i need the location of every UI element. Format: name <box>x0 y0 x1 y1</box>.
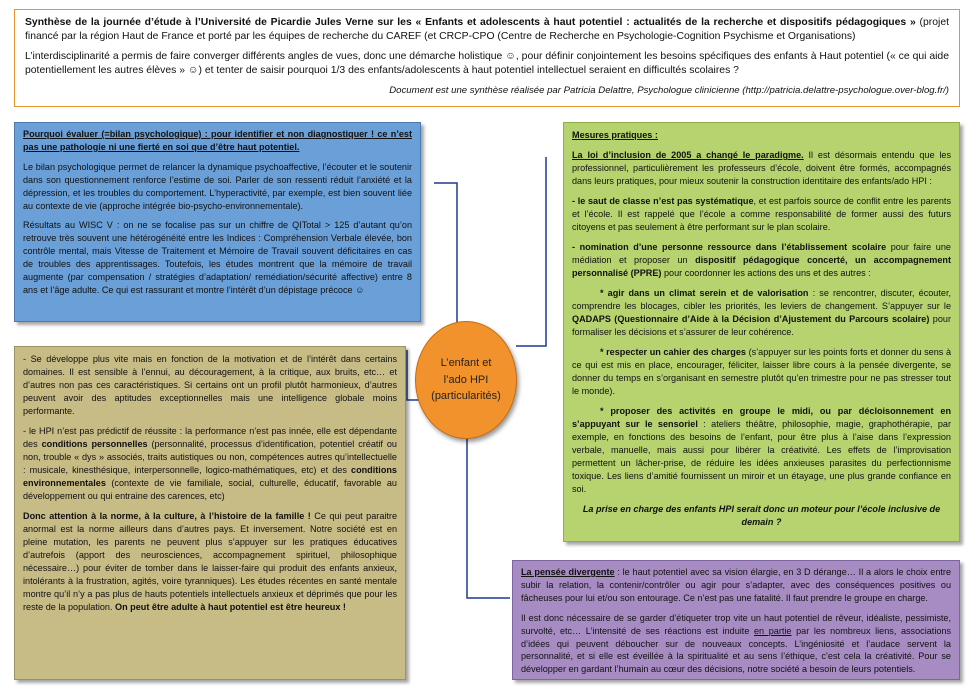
divergent-thinking-box <box>512 560 960 680</box>
header-title: Synthèse de la journée d’étude à l’Université de Picardie Jules Verne sur les « Enfants et adolescents à haut potentiel : actualités de la recherche et dispositifs pédagogiques » (projet financé par la région Haut de France et porté par les équipes de recherche du CAREF (et CRCP-CPO (Centre de Recherche en Psychologie-Cognition Psychisme et Organisations) <box>25 17 950 42</box>
header-signature: Document est une synthèse réalisée par Patricia Delattre, Psychologue clinicienne (http://patricia.delattre-psychologue.over-blog.fr/) <box>389 84 949 96</box>
evaluation-paragraph-2: Résultats au WISC V : on ne se focalise pas sur un chiffre de QITotal > 125 d’autant qu’on retrouve très souvent une hétérogénéité entre les Indices : Compréhension Verbale élevée, bon contrôle mental, mais Vitesse de Traitement et Mémoire de Travail souvent déficitaires en cas de troubles des apprentissages. Toutefois, les études montrent que la mémoire de travail augmente (par compensation / stratégies d’adaptation/ remédiation/sécurité affective) entre 8 ans et l’âge adulte. Ce qui est rassurant et montre l’intérêt d’un dépistage précoce ☺ <box>23 220 412 295</box>
measures-activites: * proposer des activités en groupe le midi, ou par décloisonnement en s’appuyant sur le sensoriel : ateliers théâtre, philosophie, magie, graphothérapie, par exemple, en fonctions des besoins de l’enfant, pour être plus à l’aise dans l’expression verbale, manuelle, mais aussi pour libérer la créativité. Les effets de l’improvisation permettent un lâcher-prise, de réduire les idées anxieuses parasites du perfectionnisme toxique. Les liens d’amitié fournissent un miroir et un étayage, une plus grande confiance en soi. <box>572 406 951 494</box>
center-line-2: l’ado HPI <box>443 373 489 386</box>
measures-box <box>563 122 960 542</box>
measures-agir: * agir dans un climat serein et de valorisation : se rencontrer, discuter, écouter, comprendre les blocages, cibler les priorités, les leviers de changement. S’appuyer sur le QADAPS (Questionnaire d’Aide à la Décision d’Ajustement du Parcours scolaire) pour formaliser les décisions et s’assurer de leur cohérence. <box>572 288 951 337</box>
development-box <box>14 346 406 680</box>
connector-purple <box>467 433 510 598</box>
header-intro: L’interdisciplinarité a permis de faire converger différents angles de vues, donc une démarche holistique ☺, pour définir conjointement les besoins spécifiques des enfants à Haut potentiel (« ce qui aide potentiellement les autres élèves » ☺) et tenter de saisir pourquoi 1/3 des enfants/adolescents à haut potentiel intellectuel seraient en difficultés scolaires ? <box>25 51 949 77</box>
measures-saut: - le saut de classe n’est pas systématique, et est parfois source de conflit entre les parents et l’école. Il est rappelé que l’école a comme responsabilité de former aussi des futurs citoyens et pas seulement à être performant sur le plan scolaire. <box>572 196 952 232</box>
center-line-3: (particularités) <box>431 390 501 403</box>
divergent-paragraph-2: Il est donc nécessaire de se garder d’étiqueter trop vite un haut potentiel de rêveur, idéaliste, pessimiste, survolté, etc… L’intensité de ses réactions est induite en partie par les nombreux liens, associations d’idées qui peuvent déboucher sur de nouveaux concepts. L’ingéniosité et l’audace servent la personnalité, et si elle est éveillée à la spiritualité et au sens l’éthique, c’est cela la créativité. Pour se développer en gardant l’humain au cœur des décisions, notre société a besoin de leurs potentiels. <box>521 612 951 675</box>
development-paragraph-2: - le HPI n’est pas prédictif de réussite : la performance n’est pas innée, elle est dépendante des conditions personnelles (personnalité, processus d’identification, potentiel créatif ou non, trouble « dys » associés, traits autistiques ou non, compétences autres qu’intellectuelle : musicale, kinesthésique, interpersonnelle, logico-mathématiques, etc) et des conditions environnementales (contexte de vie familiale, social, culturelle, éducatif, favorable au développement ou qui entraine des carences, etc) <box>23 426 397 501</box>
evaluation-heading: Pourquoi évaluer (=bilan psychologique) : pour identifier et non diagnostiquer ! ce n’est pas une pathologie ni une fierté en soi que d’être haut potentiel. <box>23 129 412 152</box>
measures-cahier: * respecter un cahier des charges (s’appuyer sur les points forts et donner du sens à ce qui est mis en place, encourager, féliciter, laisser libre cours à la pensée divergente, se donner du temps en s’organisant en semestre plutôt qu’en trimestre pour ne pas stresser tout le monde). <box>572 347 952 396</box>
evaluation-paragraph-1: Le bilan psychologique permet de relancer la dynamique psychoaffective, l’écouter et le soutenir dans son questionnement renforce l’estime de soi. Parler de son ressenti réduit l’anxiété et la dépression, et les troubles du comportement. L’hyperactivité, par exemple, est bien souvent liée au contexte de vie (approche intégrée bio-psycho-environnementale). <box>23 161 412 211</box>
development-paragraph-3: Donc attention à la norme, à la culture, à l’histoire de la famille ! Ce qui peut paraitre anormal est la norme ailleurs dans d’autres pays. Et inversement. Notre société est en pleine mutation, les parents ne peuvent plus s’appuyer sur les pratiques éducatives d’autrefois (apport des neurosciences, accompagnement spirituel, philosophique nécessaire…) pour éviter de tomber dans le laisser-faire qui produit des enfants anxieux, intolérants à la frustration, agités, voire tyranniques). Les études récentes en santé mentale montre qu’il n’y a pas plus de hauts potentiels intellectuels anxieux et déprimés que pour les reste de la population. On peut être adulte à haut potentiel est être heureux ! <box>23 511 398 612</box>
connector-green <box>516 157 546 346</box>
measures-heading: Mesures pratiques : <box>572 130 658 140</box>
measures-law: La loi d’inclusion de 2005 a changé le paradigme. Il est désormais entendu que les professionnel, particulièrement les professeurs d’école, doivent être formés, accompagnés dans leurs pratiques, pour mieux soutenir la construction identitaire des enfants/ado HPI : <box>572 150 951 186</box>
divergent-paragraph-1: La pensée divergente : le haut potentiel avec sa vision élargie, en 3 D dérange… Il a alors le choix entre subir la relation, la contenir/contrôler ou agir pour s’adapter, avec des conséquences positives ou fâcheuses pour lui et/ou son entourage. Ce n’est pas une fatalité. Il faut prendre le groupe en charge. <box>521 567 952 603</box>
development-paragraph-1: - Se développe plus vite mais en fonction de la motivation et de l’intérêt dans certains domaines. Il est sensible à l’ennui, au découragement, à la critique, aux bruits, etc… et d’autres non pas ces caractéristiques. Si certains ont un profil plutôt harmonieux, d’autres peuvent avoir des aptitudes exceptionnelles mais une intelligence globale moins performante. <box>23 354 397 416</box>
measures-conclusion: La prise en charge des enfants HPI serait donc un moteur pour l’école inclusive de demain ? <box>582 504 941 527</box>
connector-blue <box>434 183 457 330</box>
center-line-1: L’enfant et <box>440 357 492 370</box>
evaluation-box <box>14 122 421 322</box>
center-bubble <box>415 321 517 439</box>
measures-nomination: - nomination d’une personne ressource dans l’établissement scolaire pour faire une médiation et proposer un dispositif pédagogique concerté, un accompagnement personnalisé (PPRE) pour coordonner les actions des uns et des autres : <box>572 242 951 278</box>
